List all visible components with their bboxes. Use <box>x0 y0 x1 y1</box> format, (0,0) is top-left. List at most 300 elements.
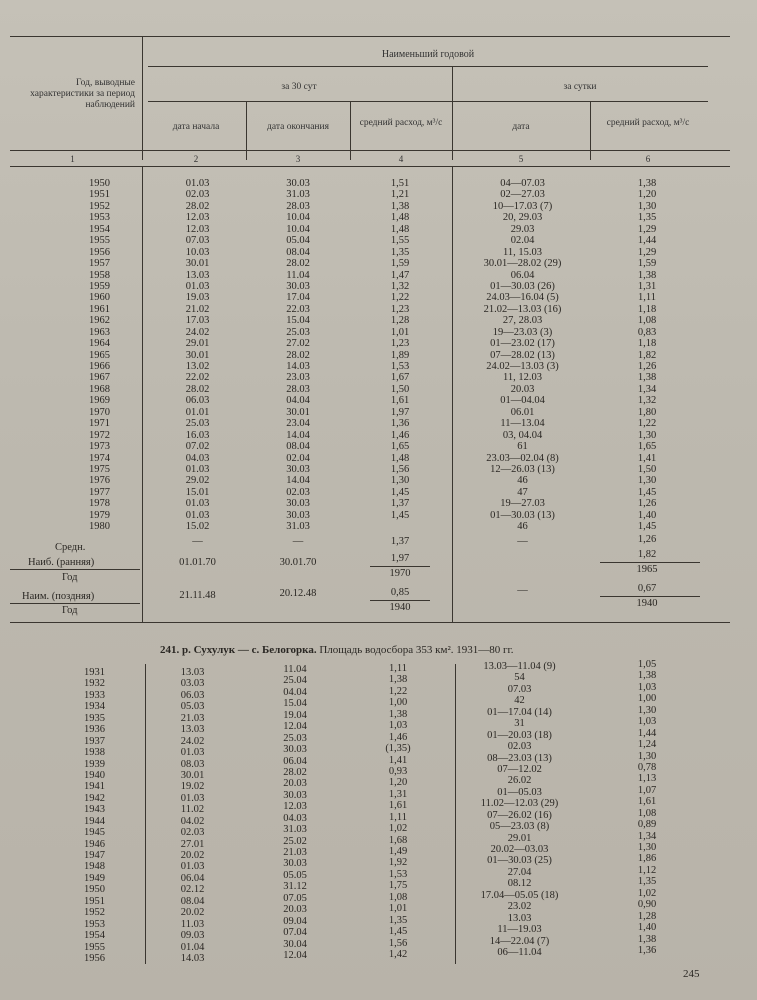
table-cell: 30.01—28.02 (29) <box>483 258 562 270</box>
table-cell: 20.02—03.03 <box>490 844 549 855</box>
day-date-header: дата <box>512 122 530 132</box>
numbers-bottom-rule <box>10 166 730 167</box>
table-cell: 02—27.03 <box>500 189 545 201</box>
table-cell: 1946 <box>84 838 105 850</box>
table-cell: 1,30 <box>637 475 657 487</box>
table-cell: 05—23.03 (8) <box>489 821 550 833</box>
t2-flow30 <box>350 663 446 960</box>
table-cell: 42 <box>514 695 525 707</box>
table-cell: 1,40 <box>637 922 657 934</box>
table-cell: 10.04 <box>286 212 310 224</box>
table-cell: 1,67 <box>390 372 410 384</box>
table-cell: 28.02 <box>185 200 210 212</box>
table-cell: 0,78 <box>637 761 657 773</box>
max-rule-flow30 <box>370 566 430 567</box>
table-cell: 1,50 <box>390 383 410 395</box>
table-cell: 1,38 <box>637 178 657 189</box>
table-cell: 1,68 <box>388 834 408 846</box>
table-cell: 1,38 <box>388 674 408 686</box>
table1-bottom-rule <box>10 622 730 623</box>
table-cell: 47 <box>517 486 528 498</box>
table-cell: 10.04 <box>286 223 310 235</box>
max-rule-flow1 <box>600 562 700 563</box>
table-cell: 1970 <box>89 406 110 418</box>
table-cell: 19—23.03 (3) <box>492 326 553 338</box>
table-cell: 11.02 <box>180 804 205 816</box>
t1-daydate <box>455 178 590 533</box>
table-cell: 11.02—12.03 (29) <box>480 798 559 810</box>
table-cell: 06.04 <box>510 269 535 281</box>
col-number-3: 3 <box>295 154 301 164</box>
table-cell: 1947 <box>84 850 105 861</box>
table-cell: 1,41 <box>637 452 657 464</box>
table-cell: 24.02 <box>185 326 210 338</box>
group-header: Наименьший годовой <box>381 49 475 60</box>
table-cell: 1971 <box>89 418 110 430</box>
min-label: Наим. (поздняя) <box>22 591 95 602</box>
table-cell: 01—05.03 <box>497 786 542 798</box>
table-cell: 30.01 <box>185 349 210 361</box>
table-cell: 1,30 <box>637 750 657 762</box>
table-cell: 08.04 <box>180 895 205 907</box>
table-cell: 1,42 <box>388 948 408 960</box>
table-cell: 1,29 <box>637 223 657 235</box>
table-cell: 1,38 <box>637 269 657 281</box>
table-cell: 09.04 <box>283 915 307 927</box>
table-cell: 31.12 <box>283 881 307 893</box>
table-cell: 0,83 <box>637 326 657 338</box>
table-cell: 1952 <box>89 200 110 212</box>
table-cell: 15.01 <box>185 486 210 498</box>
table-cell: 30.03 <box>283 858 307 870</box>
table-cell: 11—19.03 <box>497 924 542 936</box>
table-cell: 1974 <box>89 452 110 464</box>
table-cell: 1,23 <box>390 338 410 350</box>
mean-daydate: — <box>517 536 528 547</box>
table-cell: 14.04 <box>286 429 310 441</box>
table-cell: 1941 <box>84 781 105 793</box>
table-cell: 1,56 <box>390 463 410 475</box>
table-cell: 30.03 <box>283 789 307 801</box>
table-cell: 1953 <box>84 918 105 930</box>
table-cell: 1,00 <box>388 697 408 709</box>
table-cell: 1957 <box>89 258 110 270</box>
table-cell: 11, 15.03 <box>503 246 542 258</box>
table-cell: 1969 <box>89 395 110 407</box>
table-cell: 1,44 <box>637 727 657 739</box>
max-year-label: Год <box>62 572 78 583</box>
table-cell: 1,30 <box>390 475 410 487</box>
t2-end <box>245 664 345 961</box>
table-cell: 1968 <box>89 383 110 395</box>
t2-years <box>45 667 105 964</box>
table-cell: 19.03 <box>185 292 210 304</box>
table-cell: 1,45 <box>637 521 657 533</box>
table-cell: 07.04 <box>283 927 307 939</box>
table-cell: 12.03 <box>283 801 307 813</box>
t1-years <box>40 178 110 533</box>
table-cell: 1955 <box>84 941 105 953</box>
table-cell: 1,01 <box>388 903 408 915</box>
table-cell: 03, 04.04 <box>502 429 543 441</box>
table-cell: 05.04 <box>286 235 310 247</box>
mean-end: — <box>292 536 304 547</box>
col-number-2: 2 <box>193 154 199 164</box>
table-cell: 1,03 <box>637 681 657 693</box>
table-cell: 01.03 <box>185 498 210 510</box>
table-cell: 11.03 <box>180 918 205 930</box>
table-cell: 1951 <box>89 189 110 201</box>
table-cell: 1973 <box>89 441 110 453</box>
end-header: дата окончания <box>267 122 329 132</box>
table-cell: 11.04 <box>283 664 307 675</box>
table-cell: 23.03—02.04 (8) <box>486 452 559 464</box>
table-cell: 1,29 <box>637 246 657 258</box>
flow30-header: средний расход, м³/с <box>359 118 443 128</box>
table-cell: 1,01 <box>390 326 410 338</box>
table-cell: 1,00 <box>637 693 657 705</box>
table-cell: 21.03 <box>283 847 307 858</box>
table-cell: 1,49 <box>388 846 408 857</box>
table-cell: 31.03 <box>286 521 310 533</box>
col3-divider <box>350 101 351 160</box>
table-cell: 11, 12.03 <box>503 372 542 384</box>
table-cell: 30.03 <box>286 463 310 475</box>
table-cell: 19—27.03 <box>500 498 545 510</box>
table-cell: 1,38 <box>637 372 657 384</box>
flow1-header: средний расход, м³/с <box>606 118 690 128</box>
table-cell: 20.02 <box>180 850 205 861</box>
table-cell: 1980 <box>89 521 110 533</box>
table-cell: 01.03 <box>185 178 210 189</box>
table-cell: 1,41 <box>388 754 408 766</box>
table-cell: 1,22 <box>388 685 408 697</box>
table-cell: 1949 <box>84 872 105 884</box>
table-cell: 25.04 <box>283 675 307 687</box>
table-cell: 1,53 <box>388 868 408 880</box>
subgroup-rule <box>148 101 708 102</box>
table-cell: 1931 <box>84 667 105 678</box>
table-cell: 08.04 <box>286 441 310 453</box>
table-cell: 23.03 <box>286 372 310 384</box>
table-cell: 05.05 <box>283 869 307 881</box>
max-label: Наиб. (ранняя) <box>28 557 95 568</box>
table-cell: 20.03 <box>283 904 307 916</box>
table-cell: 06.04 <box>283 755 307 767</box>
min-end: 20.12.48 <box>279 588 317 599</box>
table-cell: 21.03 <box>180 712 205 724</box>
table-cell: 30.04 <box>283 938 307 950</box>
t2-flow1 <box>592 659 702 956</box>
table-cell: 1,34 <box>637 383 657 395</box>
table-cell: 08—23.03 (13) <box>487 752 552 764</box>
table-cell: 17.04—05.05 (18) <box>480 889 559 901</box>
table-cell: 23.04 <box>286 418 310 430</box>
table-cell: 1,44 <box>637 235 657 247</box>
table-cell: 1,20 <box>388 777 408 789</box>
table-cell: 1,61 <box>637 796 657 808</box>
table-cell: 61 <box>517 441 528 453</box>
table-cell: 1948 <box>84 861 105 873</box>
table-cell: 1961 <box>89 303 110 315</box>
table-cell: 1,38 <box>388 708 408 720</box>
table-cell: 30.03 <box>283 744 307 756</box>
table-cell: 28.02 <box>286 258 310 270</box>
table-cell: 15.02 <box>185 521 210 533</box>
table-cell: 1945 <box>84 827 105 839</box>
table-cell: 1962 <box>89 315 110 327</box>
table-cell: 01.04 <box>180 941 205 953</box>
table-cell: 01.03 <box>185 509 210 521</box>
table-cell: 02.04 <box>286 452 310 464</box>
table-cell: 1,11 <box>638 292 656 304</box>
col-number-5: 5 <box>518 154 524 164</box>
table-cell: 01—17.04 (14) <box>487 706 552 718</box>
table-cell: 46 <box>517 475 528 487</box>
table-cell: 24.02 <box>180 735 205 747</box>
table-cell: 1975 <box>89 463 110 475</box>
table-cell: 1,07 <box>637 784 657 796</box>
table-cell: 1953 <box>89 212 110 224</box>
table-cell: 07—28.02 (13) <box>490 349 555 361</box>
table-cell: 1,38 <box>637 670 657 682</box>
table-cell: 07.03 <box>185 235 210 247</box>
table-cell: 04.02 <box>180 815 205 827</box>
table-cell: 20.02 <box>180 907 205 919</box>
table-cell: 02.04 <box>510 235 535 247</box>
table-cell: 24.02—13.03 (3) <box>486 361 559 372</box>
table-cell: 01—30.03 (13) <box>490 509 555 521</box>
header-divider <box>142 36 143 160</box>
table-cell: 1,61 <box>390 395 410 407</box>
table-cell: 0,93 <box>388 765 408 777</box>
table-cell: 12.04 <box>283 949 307 961</box>
table-cell: 29.01 <box>507 832 532 844</box>
station-241-title <box>160 644 514 656</box>
table-cell: 1,26 <box>637 361 657 372</box>
table-cell: 1,53 <box>390 361 410 372</box>
table-cell: 1952 <box>84 907 105 919</box>
table-cell: 1937 <box>84 735 105 747</box>
table-cell: 16.03 <box>185 429 210 441</box>
table-cell: 19.04 <box>283 709 307 721</box>
table-cell: 1,82 <box>637 349 657 361</box>
table-cell: 1,46 <box>388 731 408 743</box>
table-cell: 1,34 <box>637 830 657 842</box>
table-cell: 27, 28.03 <box>502 315 543 327</box>
table-cell: 14.03 <box>286 361 310 372</box>
table-cell: 1,11 <box>389 663 407 674</box>
mean-flow30: 1,37 <box>390 536 410 547</box>
table-cell: 13.03 <box>180 667 205 678</box>
page-number: 245 <box>683 968 700 980</box>
table-cell: 13.03—11.04 (9) <box>483 661 556 672</box>
table-cell: 28.02 <box>283 766 307 778</box>
col2-divider <box>246 101 247 160</box>
table-cell: 1,28 <box>390 315 410 327</box>
table-cell: 1967 <box>89 372 110 384</box>
min-rule-label <box>10 603 140 604</box>
station-241-name: 241. р. Сухулук — с. Белогорка. <box>160 644 317 656</box>
table-cell: 13.02 <box>185 361 210 372</box>
max-end: 30.01.70 <box>279 557 317 568</box>
table-cell: 27.01 <box>180 838 205 850</box>
table-cell: 1,31 <box>388 788 408 800</box>
min-year-flow1: 1940 <box>636 598 658 609</box>
table-cell: 1,08 <box>637 807 657 819</box>
table-cell: 1,35 <box>388 914 408 926</box>
table-cell: 1,50 <box>637 463 657 475</box>
table-cell: 31.03 <box>286 189 310 201</box>
table-cell: 01—04.04 <box>500 395 545 407</box>
table-cell: 1,20 <box>637 189 657 201</box>
table-cell: 14.04 <box>286 475 310 487</box>
table-cell: 25.03 <box>283 732 307 744</box>
table-cell: 06.01 <box>510 406 535 418</box>
table-cell: 1,18 <box>637 338 657 350</box>
table-cell: 25.03 <box>185 418 210 430</box>
table-cell: 15.04 <box>286 315 310 327</box>
table-cell: 0,89 <box>637 819 657 831</box>
table-cell: 28.02 <box>286 349 310 361</box>
table-cell: 1,31 <box>637 280 657 292</box>
table-cell: 01—20.03 (18) <box>487 729 552 741</box>
table-cell: 1,35 <box>637 876 657 888</box>
table-cell: 1965 <box>89 349 110 361</box>
max-year-flow1: 1965 <box>636 564 658 575</box>
mean-start: — <box>192 536 203 547</box>
table-cell: 30.03 <box>286 509 310 521</box>
min-flow1: 0,67 <box>637 583 657 594</box>
table-cell: 1963 <box>89 326 110 338</box>
table-cell: 30.03 <box>286 498 310 510</box>
min-rule-flow1 <box>600 596 700 597</box>
table-cell: 1,48 <box>390 223 410 235</box>
table-cell: 1,45 <box>637 486 657 498</box>
table-cell: 1,38 <box>390 200 410 212</box>
table-cell: 1,24 <box>637 739 657 751</box>
table-cell: 01.03 <box>180 792 205 804</box>
table-cell: 30.03 <box>286 178 310 189</box>
table-cell: 1938 <box>84 747 105 759</box>
table-cell: 1951 <box>84 895 105 907</box>
table-cell: 1,48 <box>390 452 410 464</box>
table-cell: 1977 <box>89 486 110 498</box>
max-rule-label <box>10 569 140 570</box>
table-cell: 1,35 <box>637 212 657 224</box>
table-cell: 1,30 <box>637 200 657 212</box>
table-cell: 28.02 <box>185 383 210 395</box>
table-cell: 21.02—13.03 (16) <box>483 303 562 315</box>
table-cell: 04.03 <box>283 812 307 824</box>
table-cell: 1,30 <box>637 429 657 441</box>
table-cell: 1,03 <box>637 716 657 728</box>
table-cell: 26.02 <box>507 775 532 787</box>
table-cell: 1,05 <box>637 659 657 670</box>
min-start: 21.11.48 <box>179 590 216 601</box>
table-cell: 28.03 <box>286 200 310 212</box>
table-cell: 1943 <box>84 804 105 816</box>
sub-header-30: за 30 сут <box>281 82 317 92</box>
table-cell: 1,26 <box>637 498 657 510</box>
table-cell: 1,45 <box>390 486 410 498</box>
table-cell: 03.03 <box>180 678 205 690</box>
table-cell: 04.04 <box>286 395 310 407</box>
table-cell: 08.12 <box>507 878 532 890</box>
table-cell: 1933 <box>84 689 105 701</box>
table-cell: 13.03 <box>507 912 532 924</box>
col-number-1: 1 <box>70 154 75 164</box>
table-cell: 1939 <box>84 758 105 770</box>
col5-divider <box>590 101 591 160</box>
table-cell: 27.04 <box>507 866 532 878</box>
table-cell: 28.03 <box>286 383 310 395</box>
station-241-meta: Площадь водосбора 353 км². 1931—80 гг. <box>316 644 514 656</box>
table-cell: 30.01 <box>185 258 210 270</box>
table-cell: 1,61 <box>388 800 408 812</box>
table-cell: 06.03 <box>180 689 205 701</box>
table-cell: 1,56 <box>388 937 408 949</box>
table-cell: 12.04 <box>283 721 307 733</box>
table-cell: 1,92 <box>388 857 408 869</box>
t2-start <box>150 667 235 964</box>
table-cell: 1960 <box>89 292 110 304</box>
t1-start <box>150 178 245 533</box>
table-cell: 1,13 <box>637 773 657 785</box>
table-cell: 06.04 <box>180 872 205 884</box>
top-rule <box>10 36 730 37</box>
col-number-4: 4 <box>398 154 404 164</box>
table-cell: 1,45 <box>388 926 408 938</box>
table-cell: 02.03 <box>180 827 205 839</box>
table-cell: 1,21 <box>390 189 410 201</box>
table-cell: 01.03 <box>180 747 205 759</box>
table-cell: 01—23.02 (17) <box>490 338 555 350</box>
table-cell: 05.03 <box>180 701 205 713</box>
table-cell: 1,47 <box>390 269 410 281</box>
table-cell: 22.03 <box>286 303 310 315</box>
max-flow30: 1,97 <box>390 553 410 564</box>
t1-flow30 <box>352 178 448 533</box>
table-cell: 1,37 <box>390 498 410 510</box>
table-cell: 1,03 <box>388 720 408 732</box>
t1-end <box>248 178 348 533</box>
col-number-6: 6 <box>645 154 651 164</box>
table-cell: 14—22.04 (7) <box>489 935 550 947</box>
table-cell: 1,36 <box>637 944 657 956</box>
table-cell: 07.05 <box>283 892 307 904</box>
table-cell: 21.02 <box>185 303 210 315</box>
t2-daydate <box>452 661 587 958</box>
table-cell: 07—12.02 <box>497 763 542 775</box>
table-cell: 1,86 <box>637 853 657 865</box>
table-cell: 01—30.03 (25) <box>487 855 552 867</box>
table-cell: 1940 <box>84 769 105 781</box>
table-cell: 04.03 <box>185 452 210 464</box>
table-cell: 1942 <box>84 792 105 804</box>
table-cell: 10—17.03 (7) <box>492 200 553 212</box>
table-cell: 1,32 <box>637 395 657 407</box>
table-cell: 1950 <box>89 178 110 189</box>
table-cell: 1,02 <box>637 887 657 899</box>
table-cell: 01—30.03 (26) <box>490 280 555 292</box>
table-cell: 01.03 <box>185 280 210 292</box>
table-cell: 1,35 <box>390 246 410 258</box>
table-cell: 01.03 <box>185 463 210 475</box>
table-cell: 1,28 <box>637 910 657 922</box>
table-cell: 1,40 <box>637 509 657 521</box>
table-cell: 1,65 <box>390 441 410 453</box>
